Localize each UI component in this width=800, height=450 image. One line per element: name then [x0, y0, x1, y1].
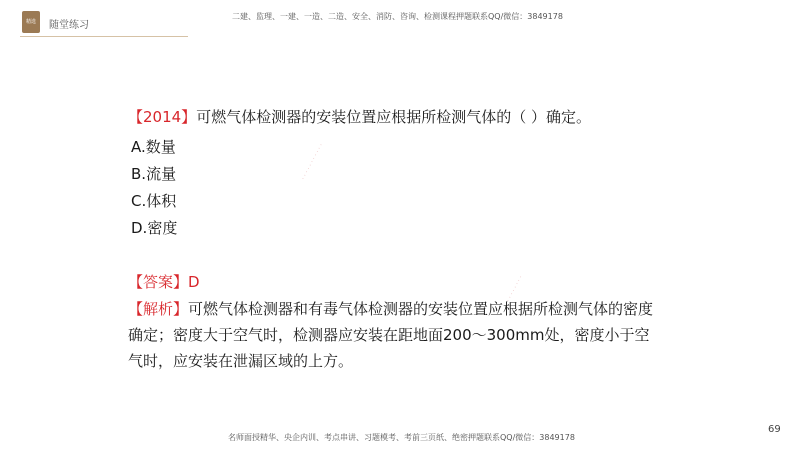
question-stem: 可燃气体检测器的安装位置应根据所检测气体的（ ）确定。 — [196, 108, 591, 126]
watermark: · · · · · · · · — [505, 274, 525, 304]
option-d — [131, 217, 177, 238]
option-letter: D. — [131, 219, 148, 237]
answer-line — [128, 271, 200, 292]
analysis-block — [128, 296, 658, 374]
option-a — [131, 136, 176, 157]
answer-label: 【答案】 — [128, 273, 189, 291]
question-year-tag: 【2014】 — [128, 108, 197, 126]
page-number: 69 — [768, 424, 781, 435]
watermark: · · · · · · · · · · · — [300, 142, 325, 182]
option-b — [131, 163, 176, 184]
option-text: 体积 — [146, 192, 177, 210]
option-letter: B. — [131, 165, 147, 183]
analysis-text: 可燃气体检测器和有毒气体检测器的安装位置应根据所检测气体的密度确定；密度大于空气时，检测器应安装在距地面200～300mm处，密度小于空气时，应安装在泄漏区域的上方。 — [128, 300, 654, 370]
answer-value: D — [188, 273, 200, 291]
option-text: 数量 — [145, 138, 176, 156]
option-c — [131, 190, 176, 211]
footer-banner: 名师面授精华、央企内训、考点串讲、习题模考、考前三页纸、绝密押题联系QQ/微信：3849178 — [228, 433, 575, 442]
option-letter: C. — [131, 192, 147, 210]
analysis-label: 【解析】 — [128, 300, 189, 318]
option-text: 密度 — [147, 219, 178, 237]
question-stem-line — [128, 106, 591, 127]
brand-logo: 精选 — [22, 11, 40, 33]
top-banner: 二建、监理、一建、一造、二造、安全、消防、咨询、检测课程押题联系QQ/微信：3849178 — [232, 12, 563, 21]
option-text: 流量 — [146, 165, 177, 183]
section-title: 随堂练习 — [49, 20, 89, 31]
header-divider — [20, 36, 188, 37]
option-letter: A. — [131, 138, 146, 156]
